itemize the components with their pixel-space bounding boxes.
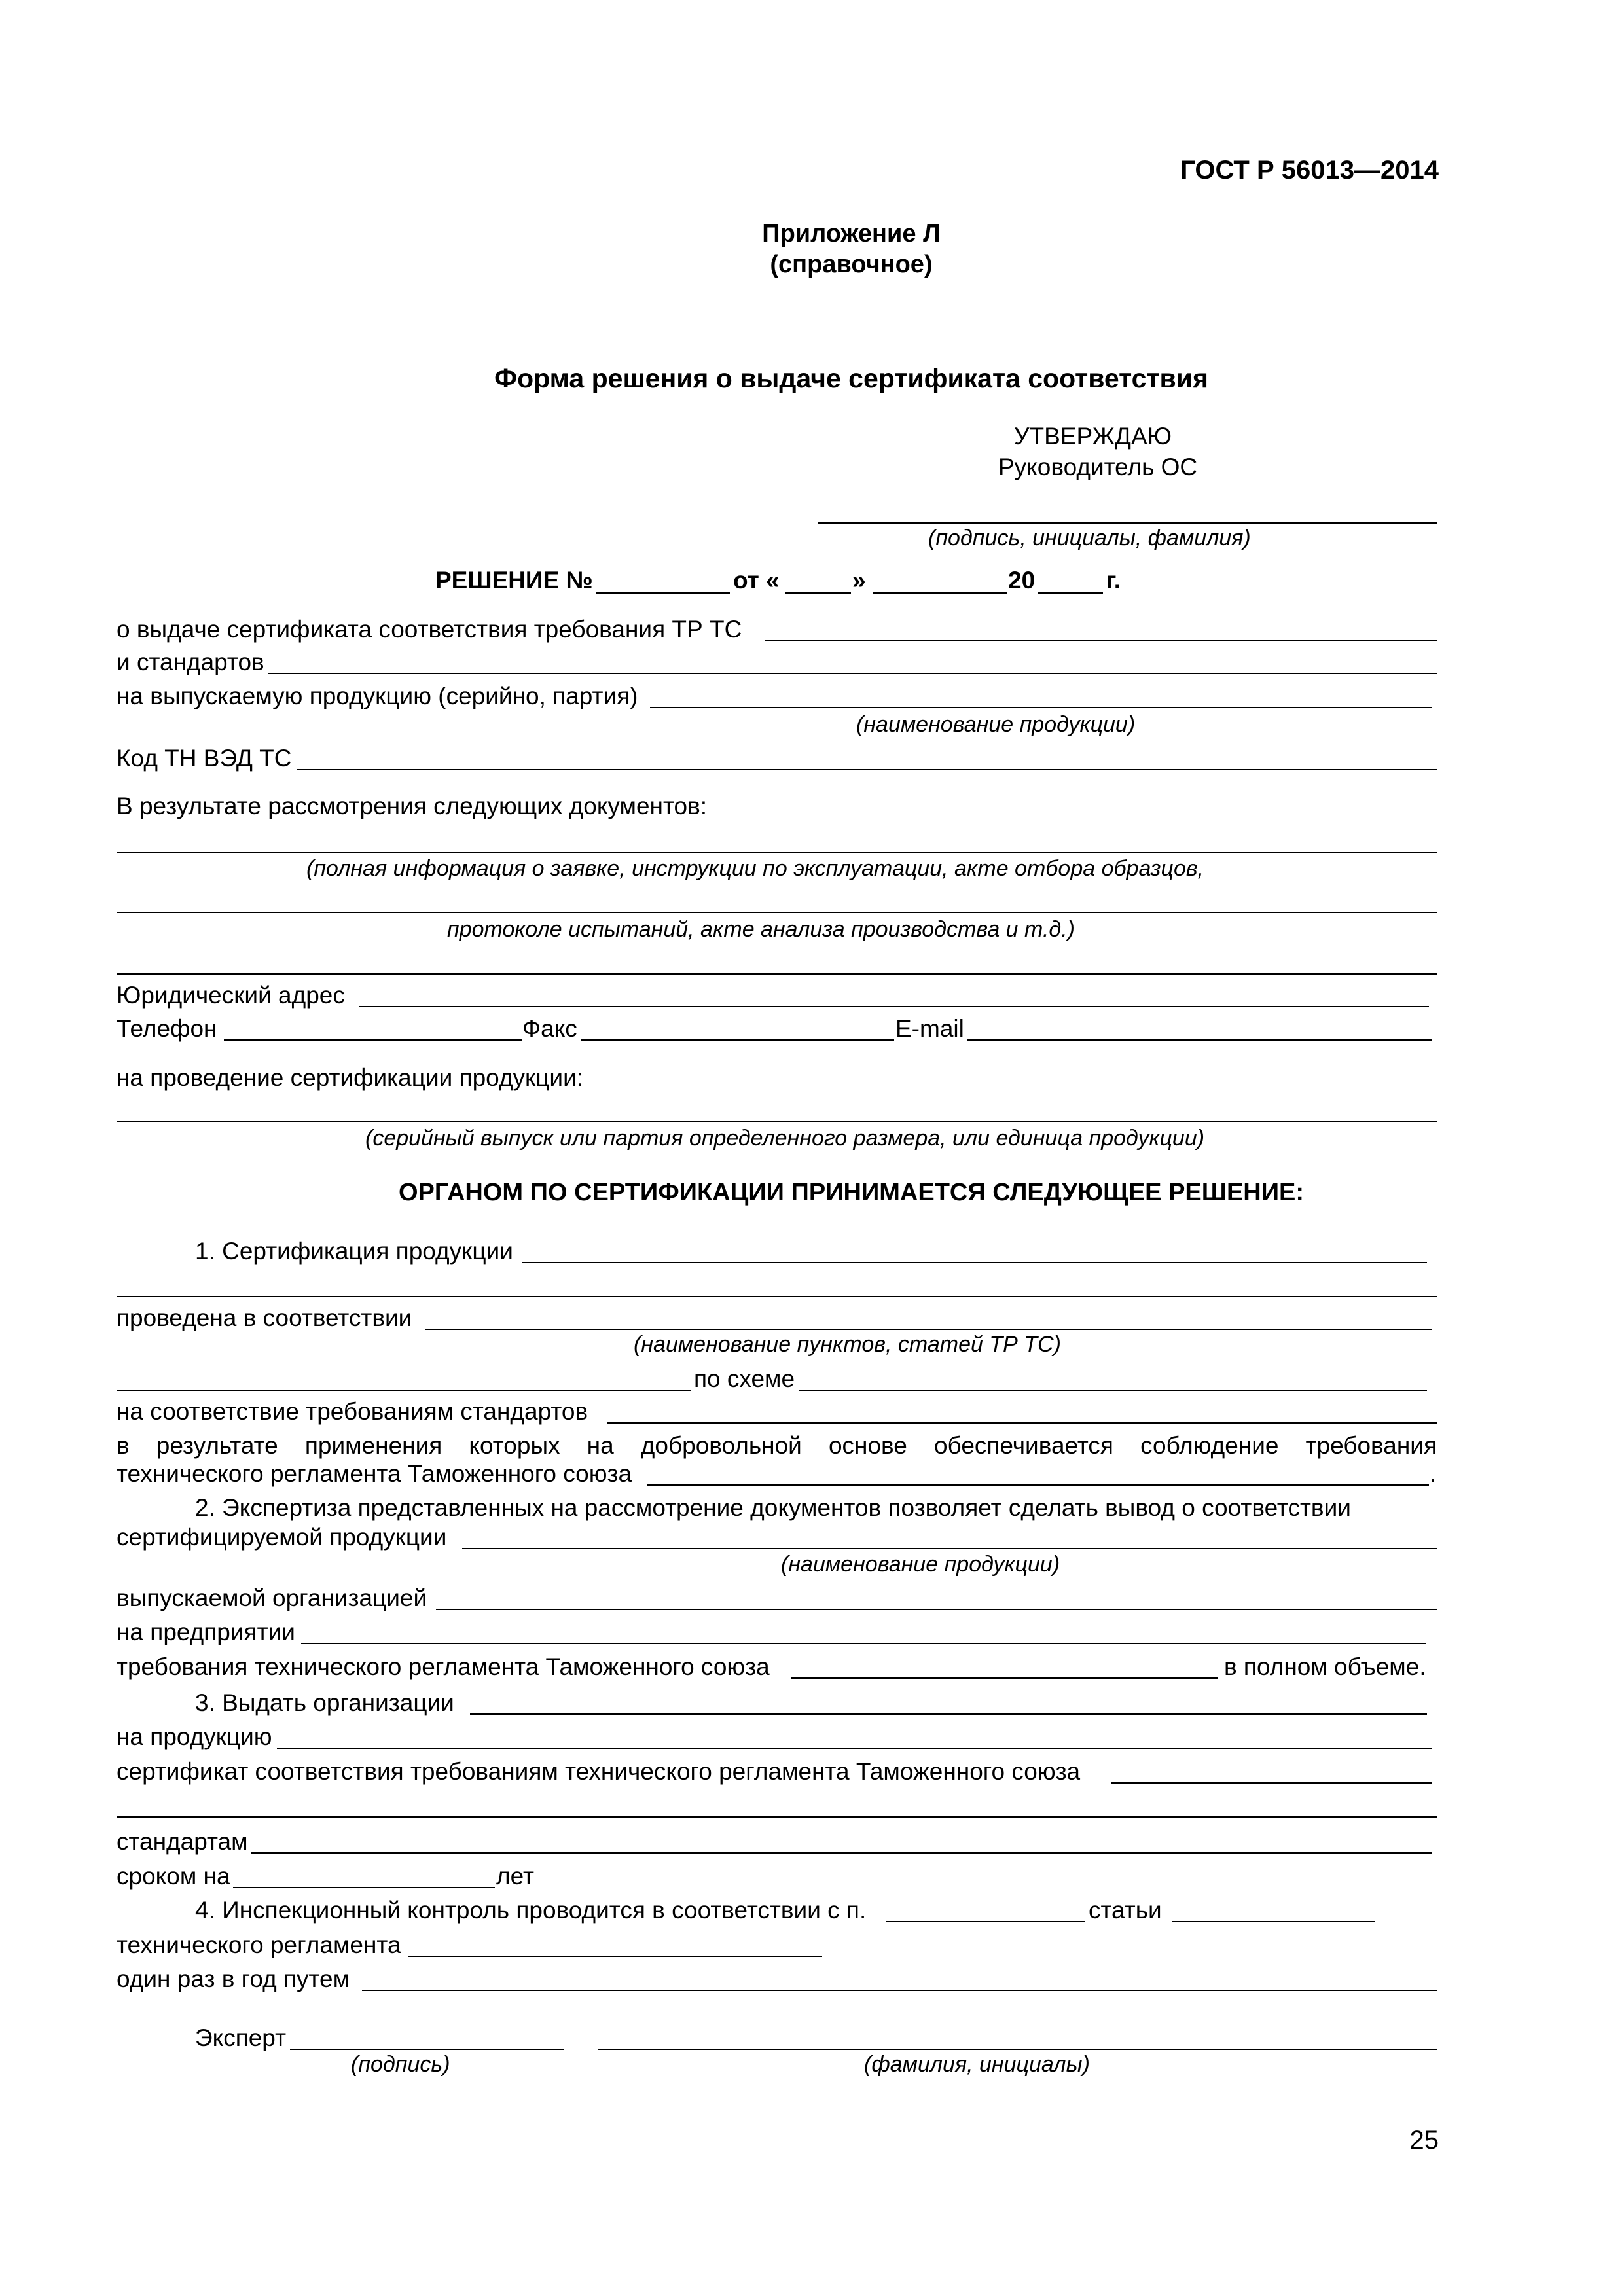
signature-caption: (подпись, инициалы, фамилия) <box>928 526 1251 550</box>
conducted-caption: (наименование пунктов, статей ТР ТС) <box>634 1332 1061 1357</box>
code-line <box>297 769 1437 770</box>
expert-name-caption: (фамилия, инициалы) <box>864 2052 1090 2077</box>
std-conformity-line <box>607 1422 1437 1424</box>
expert-signature-line <box>290 2049 564 2050</box>
item-2-caption: (наименование продукции) <box>781 1552 1060 1577</box>
article-line <box>1172 1921 1375 1922</box>
conducted-label: проведена в соответствии <box>117 1304 412 1331</box>
item-1-line <box>522 1262 1427 1263</box>
standards-label: и стандартов <box>117 649 264 675</box>
docs-caption-2: протоколе испытаний, акте анализа производства и т.д.) <box>447 917 1075 942</box>
certificate-line <box>1111 1782 1432 1784</box>
tech-reg-end: . <box>1430 1460 1437 1487</box>
item-4-label: 4. Инспекционный контроль проводится в соответствии с п. <box>195 1897 867 1924</box>
product-label: на выпускаемую продукцию (серийно, партия) <box>117 683 638 709</box>
email-label: E-mail <box>895 1015 964 1042</box>
justify-text: в результате применения которых на добровольной основе обеспечивается соблюдение требования <box>117 1432 1437 1459</box>
decision-quote: » <box>852 567 866 594</box>
expert-name-line <box>598 2049 1437 2050</box>
tech-reg-label: технического регламента Таможенного союза <box>117 1460 632 1487</box>
address-line <box>359 1006 1429 1007</box>
for-product-line <box>277 1748 1432 1749</box>
page-number: 25 <box>1409 2126 1439 2155</box>
item-2-line <box>462 1548 1437 1549</box>
produced-by-label: выпускаемой организацией <box>117 1585 427 1611</box>
decision-from-label: от « <box>733 567 780 594</box>
code-label: Код ТН ВЭД ТС <box>117 745 292 772</box>
scheme-line <box>799 1390 1427 1391</box>
product-line <box>650 707 1432 708</box>
std-conformity-label: на соответствие требованиям стандартов <box>117 1398 588 1425</box>
docs-line-2 <box>117 912 1437 913</box>
decision-month-line <box>873 592 1007 594</box>
decision-year-suffix: г. <box>1106 567 1121 594</box>
item-2-label-2: сертифицируемой продукции <box>117 1524 447 1551</box>
head-label: Руководитель ОС <box>998 454 1198 480</box>
scheme-prefix-line <box>117 1390 691 1391</box>
item-2-label: 2. Экспертиза представленных на рассмотрение документов позволяет сделать вывод о соответствии <box>195 1494 1351 1521</box>
approve-label: УТВЕРЖДАЮ <box>1014 423 1172 450</box>
term-line <box>233 1887 495 1888</box>
enterprise-line <box>301 1643 1426 1644</box>
once-a-year-label: один раз в год путем <box>117 1965 350 1992</box>
appendix-title: Приложение Л <box>762 220 941 247</box>
docs-label: В результате рассмотрения следующих документов: <box>117 793 708 819</box>
decision-heading: ОРГАНОМ ПО СЕРТИФИКАЦИИ ПРИНИМАЕТСЯ СЛЕДУЮЩЕЕ РЕШЕНИЕ: <box>398 1179 1305 1206</box>
tech-reg-short-line <box>408 1956 822 1957</box>
decision-year-prefix: 20 <box>1008 567 1036 594</box>
signature-line <box>818 522 1437 524</box>
expert-label: Эксперт <box>195 2024 287 2051</box>
decision-label: РЕШЕНИЕ № <box>435 567 593 594</box>
tech-reg-short-label: технического регламента <box>117 1931 401 1958</box>
for-product-label: на продукцию <box>117 1723 272 1750</box>
item-3-label: 3. Выдать организации <box>195 1689 454 1716</box>
docs-caption-1: (полная информация о заявке, инструкции по эксплуатации, акте отбора образцов, <box>306 856 1204 881</box>
cert-conduct-caption: (серийный выпуск или партия определенного размера, или единица продукции) <box>365 1126 1205 1151</box>
standard-number: ГОСТ Р 56013—2014 <box>1180 156 1439 185</box>
expert-signature-caption: (подпись) <box>351 2052 450 2077</box>
decision-day-line <box>785 592 851 594</box>
form-title: Форма решения о выдаче сертификата соответствия <box>494 363 1208 393</box>
conducted-line <box>425 1329 1432 1330</box>
docs-line-3 <box>117 973 1437 975</box>
phone-line <box>224 1039 522 1041</box>
requirements-line <box>791 1677 1218 1679</box>
item-1-label: 1. Сертификация продукции <box>195 1238 513 1265</box>
decision-number-line <box>596 592 730 594</box>
produced-by-line <box>436 1609 1437 1610</box>
once-a-year-line <box>362 1990 1437 1991</box>
phone-label: Телефон <box>117 1015 217 1042</box>
standards-to-label: стандартам <box>117 1828 248 1855</box>
term-label: сроком на <box>117 1863 230 1890</box>
certificate-label: сертификат соответствия требованиям технического регламента Таможенного союза <box>117 1758 1081 1785</box>
years-label: лет <box>496 1863 534 1890</box>
fax-label: Факс <box>522 1015 577 1042</box>
issue-label: о выдаче сертификата соответствия требования ТР ТС <box>117 616 742 643</box>
address-label: Юридический адрес <box>117 982 345 1009</box>
appendix-subtitle: (справочное) <box>770 251 933 278</box>
enterprise-label: на предприятии <box>117 1619 295 1645</box>
tech-reg-line <box>647 1484 1429 1486</box>
certificate-line-2 <box>117 1816 1437 1818</box>
in-full-label: в полном объеме. <box>1224 1653 1426 1680</box>
email-line <box>967 1039 1432 1041</box>
cert-conduct-label: на проведение сертификации продукции: <box>117 1064 584 1091</box>
docs-line-1 <box>117 852 1437 853</box>
product-caption: (наименование продукции) <box>856 712 1136 737</box>
item-3-line <box>470 1713 1427 1715</box>
decision-year-line <box>1038 592 1103 594</box>
standards-line <box>268 673 1437 674</box>
scheme-label: по схеме <box>694 1365 795 1392</box>
issue-line <box>765 640 1437 641</box>
standards-to-line <box>251 1852 1432 1854</box>
article-label: статьи <box>1089 1897 1162 1924</box>
cert-conduct-line <box>117 1121 1437 1122</box>
requirements-label: требования технического регламента Таможенного союза <box>117 1653 770 1680</box>
item-1-line-2 <box>117 1296 1437 1297</box>
fax-line <box>581 1039 894 1041</box>
item-4-point-line <box>886 1921 1085 1922</box>
